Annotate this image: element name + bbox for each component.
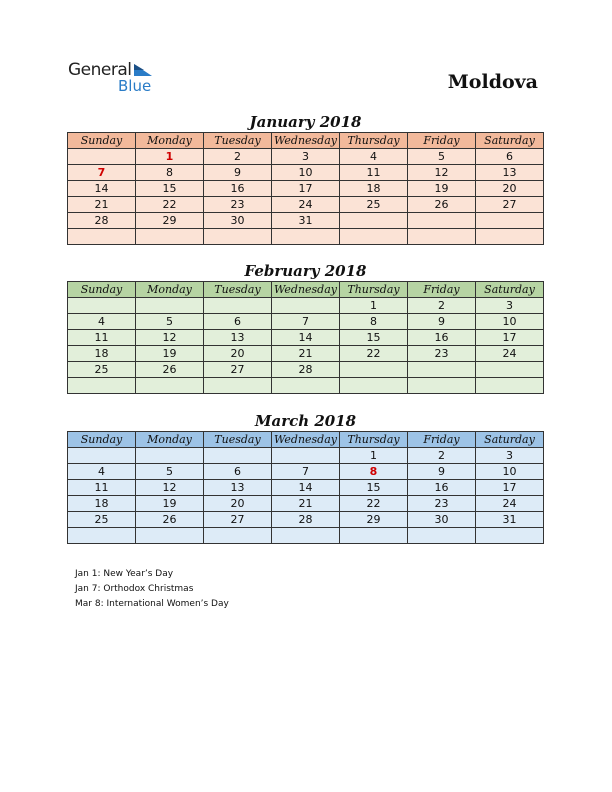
day-cell: 24 [272,197,340,213]
day-cell: 2 [408,298,476,314]
logo [68,60,168,96]
day-cell: 12 [136,330,204,346]
day-cell [340,229,408,245]
day-cell [476,213,544,229]
day-cell: 13 [204,330,272,346]
day-cell: 23 [408,496,476,512]
week-row [68,330,544,346]
day-cell: 7 [272,314,340,330]
month-title: March 2018 [254,412,357,430]
holiday-notes [75,567,229,612]
week-row [68,229,544,245]
day-cell: 12 [136,480,204,496]
day-cell: 31 [272,213,340,229]
weekday-header: Saturday [476,432,544,448]
day-cell [408,362,476,378]
week-row [68,197,544,213]
day-cell: 6 [476,149,544,165]
day-cell: 16 [408,330,476,346]
day-cell [68,149,136,165]
week-row [68,181,544,197]
day-cell: 9 [204,165,272,181]
day-cell: 2 [204,149,272,165]
day-cell: 27 [204,362,272,378]
day-cell: 19 [408,181,476,197]
day-cell: 21 [272,346,340,362]
day-cell [204,378,272,394]
day-cell [476,528,544,544]
day-cell: 24 [476,346,544,362]
day-cell: 8 [136,165,204,181]
week-row [68,480,544,496]
day-cell: 28 [272,362,340,378]
day-cell [476,229,544,245]
weekday-header: Wednesday [272,133,340,149]
day-cell: 12 [408,165,476,181]
weekday-header: Monday [136,282,204,298]
week-row [68,464,544,480]
day-cell [136,378,204,394]
weekday-header: Friday [408,282,476,298]
day-cell [68,229,136,245]
day-cell: 24 [476,496,544,512]
weekday-header: Tuesday [204,133,272,149]
month-table [67,281,544,394]
day-cell: 1 [340,448,408,464]
day-cell: 4 [68,314,136,330]
day-cell: 20 [204,346,272,362]
weekday-header: Sunday [68,282,136,298]
weekday-header: Friday [408,432,476,448]
day-cell: 17 [476,480,544,496]
weekday-header: Monday [136,432,204,448]
weekday-header: Thursday [340,282,408,298]
day-cell: 25 [340,197,408,213]
day-cell [408,213,476,229]
day-cell: 27 [476,197,544,213]
day-cell: 14 [272,330,340,346]
week-row [68,496,544,512]
day-cell [272,229,340,245]
month-calendar-feb [67,261,544,394]
day-cell: 8 [340,464,408,480]
day-cell: 4 [68,464,136,480]
day-cell [136,448,204,464]
day-cell: 9 [408,464,476,480]
day-cell [340,362,408,378]
day-cell [136,229,204,245]
day-cell: 14 [272,480,340,496]
weekday-header: Monday [136,133,204,149]
day-cell: 26 [408,197,476,213]
weekday-header: Tuesday [204,432,272,448]
day-cell: 13 [476,165,544,181]
day-cell: 5 [136,464,204,480]
day-cell [340,528,408,544]
weekday-header: Saturday [476,133,544,149]
week-row [68,165,544,181]
day-cell [340,378,408,394]
week-row [68,378,544,394]
logo-blue-text: Blue [118,77,152,95]
day-cell: 2 [408,448,476,464]
day-cell [68,448,136,464]
month-calendar-mar [67,411,544,544]
day-cell [136,298,204,314]
holiday-note: Jan 7: Orthodox Christmas [75,584,194,594]
week-row [68,149,544,165]
month-table [67,431,544,544]
day-cell: 7 [272,464,340,480]
day-cell: 19 [136,496,204,512]
day-cell [408,378,476,394]
month-title: January 2018 [249,113,362,131]
day-cell: 29 [340,512,408,528]
day-cell [476,378,544,394]
day-cell: 30 [204,213,272,229]
logo-general-text: General [68,60,132,80]
weekday-header: Wednesday [272,432,340,448]
day-cell: 11 [340,165,408,181]
day-cell [204,528,272,544]
day-cell: 15 [340,330,408,346]
day-cell [340,213,408,229]
logo-triangle-icon [134,62,154,78]
week-row [68,298,544,314]
weekday-header: Tuesday [204,282,272,298]
weekday-header: Thursday [340,133,408,149]
day-cell: 16 [204,181,272,197]
week-row [68,362,544,378]
day-cell: 10 [476,464,544,480]
day-cell: 11 [68,330,136,346]
day-cell: 29 [136,213,204,229]
month-title: February 2018 [244,262,367,280]
day-cell [204,298,272,314]
day-cell [272,448,340,464]
day-cell [272,528,340,544]
day-cell: 3 [476,298,544,314]
day-cell [272,298,340,314]
day-cell [68,298,136,314]
day-cell: 18 [340,181,408,197]
day-cell: 20 [204,496,272,512]
week-row [68,512,544,528]
day-cell: 17 [272,181,340,197]
day-cell: 14 [68,181,136,197]
day-cell: 26 [136,362,204,378]
day-cell: 18 [68,496,136,512]
day-cell [408,229,476,245]
day-cell: 25 [68,512,136,528]
week-row [68,448,544,464]
day-cell [476,362,544,378]
day-cell: 1 [136,149,204,165]
day-cell: 21 [272,496,340,512]
day-cell: 3 [272,149,340,165]
weekday-header: Saturday [476,282,544,298]
weekday-header: Sunday [68,432,136,448]
day-cell: 6 [204,314,272,330]
day-cell: 6 [204,464,272,480]
day-cell: 4 [340,149,408,165]
week-row [68,346,544,362]
day-cell [204,448,272,464]
day-cell: 9 [408,314,476,330]
day-cell: 28 [272,512,340,528]
day-cell: 17 [476,330,544,346]
day-cell: 16 [408,480,476,496]
day-cell: 26 [136,512,204,528]
day-cell [272,378,340,394]
day-cell: 25 [68,362,136,378]
day-cell: 18 [68,346,136,362]
day-cell: 22 [340,496,408,512]
week-row [68,528,544,544]
day-cell: 23 [204,197,272,213]
month-table [67,132,544,245]
weekday-header: Sunday [68,133,136,149]
country-title: Moldova [447,71,538,93]
day-cell: 5 [136,314,204,330]
week-row [68,213,544,229]
day-cell: 3 [476,448,544,464]
day-cell: 31 [476,512,544,528]
day-cell: 30 [408,512,476,528]
day-cell: 23 [408,346,476,362]
day-cell: 13 [204,480,272,496]
day-cell: 15 [136,181,204,197]
weekday-header: Thursday [340,432,408,448]
day-cell [68,528,136,544]
month-calendar-jan [67,112,544,245]
day-cell: 8 [340,314,408,330]
day-cell: 21 [68,197,136,213]
day-cell [136,528,204,544]
day-cell: 15 [340,480,408,496]
day-cell: 11 [68,480,136,496]
day-cell: 28 [68,213,136,229]
day-cell: 22 [136,197,204,213]
holiday-note: Jan 1: New Year’s Day [75,569,174,579]
day-cell: 20 [476,181,544,197]
day-cell [408,528,476,544]
day-cell: 22 [340,346,408,362]
day-cell: 5 [408,149,476,165]
weekday-header: Friday [408,133,476,149]
holiday-note: Mar 8: International Women’s Day [75,599,229,609]
week-row [68,314,544,330]
day-cell: 27 [204,512,272,528]
day-cell: 1 [340,298,408,314]
day-cell: 7 [68,165,136,181]
day-cell: 19 [136,346,204,362]
day-cell: 10 [272,165,340,181]
day-cell [68,378,136,394]
weekday-header: Wednesday [272,282,340,298]
day-cell: 10 [476,314,544,330]
day-cell [204,229,272,245]
